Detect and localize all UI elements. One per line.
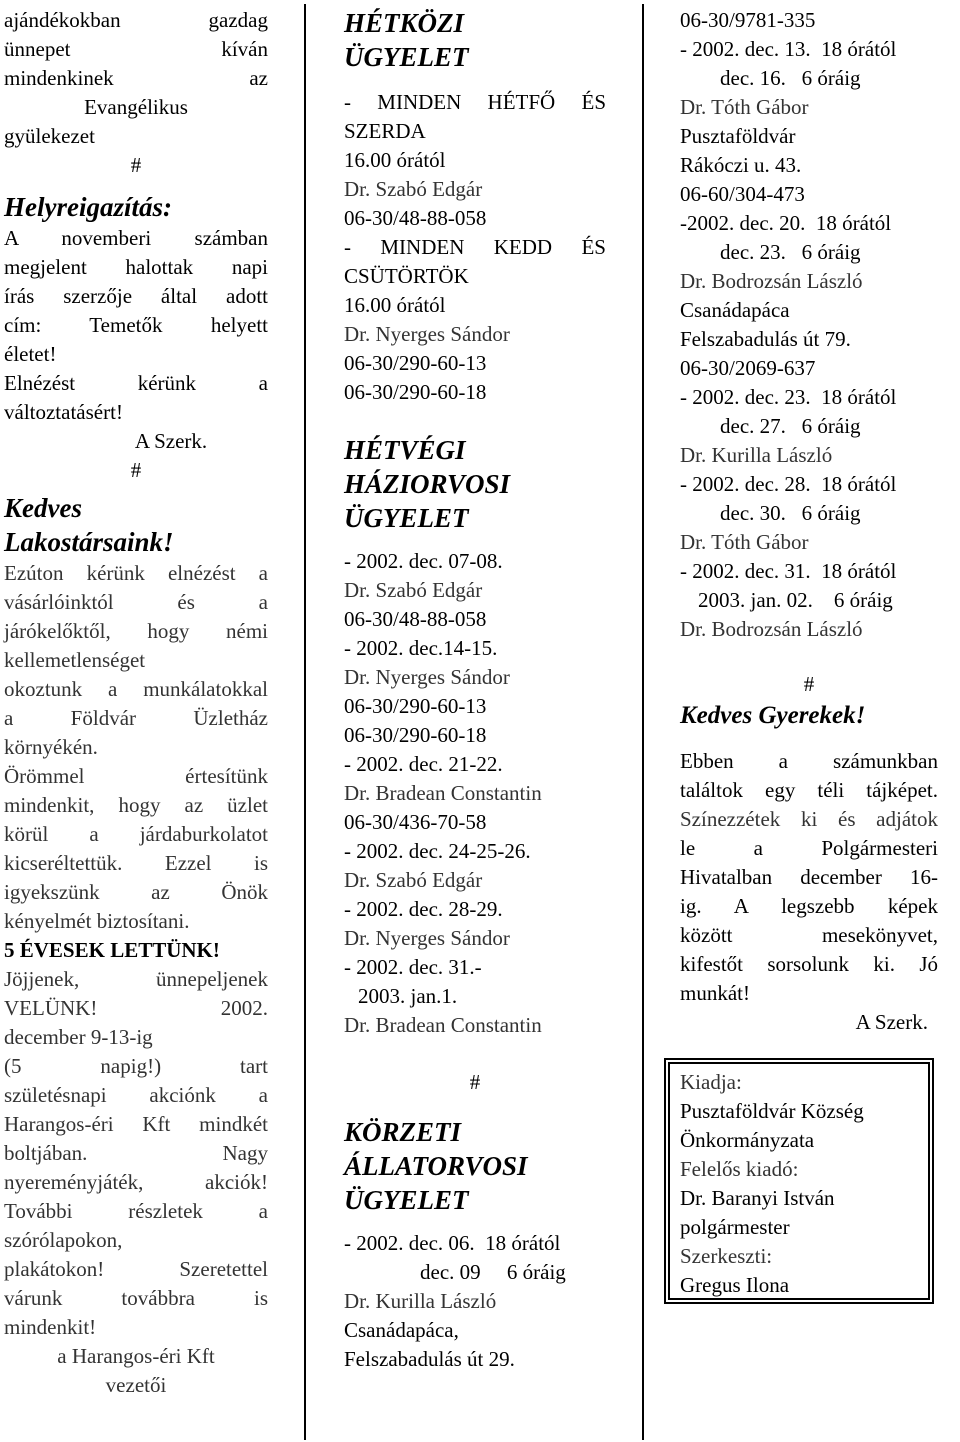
weekday-line: 06-30/48-88-058 [344,206,487,230]
kids-line: kifestőt sorsolunk ki. Jó [680,952,938,976]
vet-duty-to: dec. 09 6 óráig [420,1260,566,1284]
separator: # [803,672,815,696]
tenants-line: kicseréltettük. Ezzel is [4,851,268,875]
weekend-line: Dr. Nyerges Sándor [344,665,510,689]
weekday-line: 06-30/290-60-13 [344,351,487,375]
correction-line: A novemberi számban [4,226,268,250]
correction-title: Helyreigazítás: [4,192,172,222]
imprint-line: Pusztaföldvár Község [680,1099,864,1123]
correction-line: cím: Temetők helyett [4,313,268,337]
kids-line: között mesekönyvet, [680,923,938,947]
weekday-line: 16.00 órától [344,148,446,172]
weekday-title: HÉTKÖZI [344,8,465,38]
intro-line: mindenkinek az [4,66,268,90]
anniversary-headline: 5 ÉVESEK LETTÜNK! [4,938,220,962]
vet-schedule-line: Felszabadulás út 79. [680,327,851,351]
column-right [680,6,938,1037]
tenants-title: Lakostársaink! [4,527,174,557]
weekend-line: - 2002. dec. 07-08. [344,549,503,573]
vet-line: Csanádapáca, [344,1318,459,1342]
kids-line: Színezzétek ki és adjátok [680,807,938,831]
kids-line: munkát! [680,981,750,1005]
tenants-line: kényelmét biztosítani. [4,909,190,933]
vet-duty-from: - 2002. dec. 28. 18 órától [680,472,897,496]
vet-duty-from: - 2002. dec. 31. 18 órától [680,559,897,583]
celebrate-line: nyereményjáték, akciók! [4,1170,268,1194]
tenants-line: Ezúton kérünk elnézést a [4,561,268,585]
celebrate-line: Jöjjenek, ünnepeljenek [4,967,268,991]
tenants-line: mindenkit, hogy az üzlet [4,793,268,817]
imprint-line: Gregus Ilona [680,1273,790,1297]
weekday-line: SZERDA [344,119,426,143]
intro-line: Evangélikus [84,95,188,119]
weekday-line: 16.00 órától [344,293,446,317]
weekend-line: 06-30/290-60-18 [344,723,487,747]
imprint-box [668,1062,930,1300]
weekend-line: - 2002. dec.14-15. [344,636,498,660]
correction-line: írás szerzője által adott [4,284,268,308]
weekday-line: Dr. Szabó Edgár [344,177,483,201]
vet-schedule-line: Dr. Bodrozsán László [680,269,863,293]
weekday-title: ÜGYELET [344,42,469,72]
celebrate-line: szórólapokon, [4,1228,123,1252]
celebrate-line: mindenkit! [4,1315,97,1339]
vet-duty-to: dec. 30. 6 óráig [720,501,861,525]
vet-title: ÁLLATORVOSI [344,1151,528,1181]
kids-signature: A Szerk. [855,1010,928,1034]
weekday-line: Dr. Nyerges Sándor [344,322,510,346]
tenants-title: Kedves [4,493,82,523]
vet-schedule-line: Dr. Tóth Gábor [680,95,809,119]
correction-line: változtatásért! [4,400,123,424]
weekday-line: - MINDEN HÉTFŐ ÉS [344,90,606,114]
tenants-line: környékén. [4,735,98,759]
kids-line: találtok egy téli tájképet. [680,778,938,802]
tenants-line: vásárlóinktól és a [4,590,268,614]
vet-schedule-line: 06-60/304-473 [680,182,805,206]
kids-title: Kedves Gyerekek! [680,702,866,729]
imprint-line: Szerkeszti: [680,1244,773,1268]
weekday-line: - MINDEN KEDD ÉS [344,235,606,259]
intro-line: ajándékokban gazdag [4,8,268,32]
weekend-line: Dr. Nyerges Sándor [344,926,510,950]
celebrate-line: Harangos-éri Kft mindkét [4,1112,268,1136]
vet-schedule-line: Rákóczi u. 43. [680,153,802,177]
column-divider-right [642,4,644,1440]
vet-duty-to: dec. 16. 6 óráig [720,66,861,90]
weekend-line: 06-30/48-88-058 [344,607,487,631]
vet-duty-from: - 2002. dec. 06. 18 órától [344,1231,561,1255]
weekend-title: HÉTVÉGI [344,435,466,465]
tenants-line: igyekszünk az Önök [4,880,268,904]
vet-duty-from: -2002. dec. 20. 18 órától [680,211,892,235]
imprint-line: Dr. Baranyi István [680,1186,835,1210]
vet-schedule-line: 06-30/2069-637 [680,356,816,380]
imprint-line: Felelős kiadó: [680,1157,799,1181]
kids-line: Hivatalban december 16- [680,865,938,889]
vet-schedule-line: 06-30/9781-335 [680,8,816,32]
kids-line: le a Polgármesteri [680,836,938,860]
weekend-title: HÁZIORVOSI [344,469,511,499]
kids-line: Ebben a számunkban [680,749,938,773]
weekend-line: 2003. jan.1. [358,984,458,1008]
intro-line: ünnepet kíván [4,37,268,61]
celebrate-line: További részletek a [4,1199,268,1223]
vet-schedule-line: Dr. Bodrozsán László [680,617,863,641]
vet-duty-to: dec. 27. 6 óráig [720,414,861,438]
celebrate-line: VELÜNK! 2002. [4,996,268,1020]
tenants-line: Örömmel értesítünk [4,764,268,788]
kids-line: ig. A legszebb képek [680,894,938,918]
vet-title: KÖRZETI [344,1117,462,1147]
weekend-line: - 2002. dec. 21-22. [344,752,503,776]
vet-duty-from: - 2002. dec. 13. 18 órától [680,37,897,61]
correction-line: életet! [4,342,57,366]
weekday-line: CSÜTÖRTÖK [344,264,469,288]
vet-duty-to: dec. 23. 6 óráig [720,240,861,264]
celebrate-line: várunk továbbra is [4,1286,268,1310]
weekend-line: Dr. Szabó Edgár [344,868,483,892]
intro-line: gyülekezet [4,124,95,148]
vet-duty-to: 2003. jan. 02. 6 óráig [698,588,893,612]
vet-schedule-line: Csanádapáca [680,298,790,322]
vet-line: Dr. Kurilla László [344,1289,497,1313]
imprint-line: Kiadja: [680,1070,742,1094]
signature-line: a Harangos-éri Kft [57,1344,215,1368]
vet-schedule-line: Dr. Tóth Gábor [680,530,809,554]
column-middle [344,6,606,1374]
correction-signature: A Szerk. [134,429,208,453]
weekday-line: 06-30/290-60-18 [344,380,487,404]
imprint-line: polgármester [680,1215,790,1239]
weekend-line: Dr. Bradean Constantin [344,1013,542,1037]
vet-duty-from: - 2002. dec. 23. 18 órától [680,385,897,409]
vet-schedule-line: Pusztaföldvár [680,124,796,148]
vet-title: ÜGYELET [344,1185,469,1215]
separator: # [130,458,142,482]
weekend-line: - 2002. dec. 24-25-26. [344,839,531,863]
weekend-line: Dr. Szabó Edgár [344,578,483,602]
tenants-line: a Földvár Üzletház [4,706,268,730]
column-divider-left [304,4,306,1440]
tenants-line: körül a járdaburkolatot [4,822,268,846]
celebrate-line: születésnapi akciónk a [4,1083,268,1107]
column-left [4,6,268,1400]
celebrate-line: (5 napig!) tart [4,1054,268,1078]
vet-line: Felszabadulás út 29. [344,1347,515,1371]
weekend-title: ÜGYELET [344,503,469,533]
imprint-line: Önkormányzata [680,1128,815,1152]
celebrate-line: december 9-13-ig [4,1025,153,1049]
signature-line: vezetői [105,1373,167,1397]
weekend-line: Dr. Bradean Constantin [344,781,542,805]
vet-schedule-line: Dr. Kurilla László [680,443,833,467]
weekend-line: 06-30/290-60-13 [344,694,487,718]
weekend-line: - 2002. dec. 31.- [344,955,482,979]
separator: # [469,1070,481,1094]
weekend-line: 06-30/436-70-58 [344,810,487,834]
tenants-line: járókelőktől, hogy némi [4,619,268,643]
weekend-line: - 2002. dec. 28-29. [344,897,503,921]
correction-line: Elnézést kérünk a [4,371,268,395]
celebrate-line: boltjában. Nagy [4,1141,268,1165]
tenants-line: kellemetlenséget [4,648,146,672]
tenants-line: okoztunk a munkálatokkal [4,677,268,701]
correction-line: megjelent halottak napi [4,255,268,279]
celebrate-line: plakátokon! Szeretettel [4,1257,268,1281]
separator: # [130,153,142,177]
